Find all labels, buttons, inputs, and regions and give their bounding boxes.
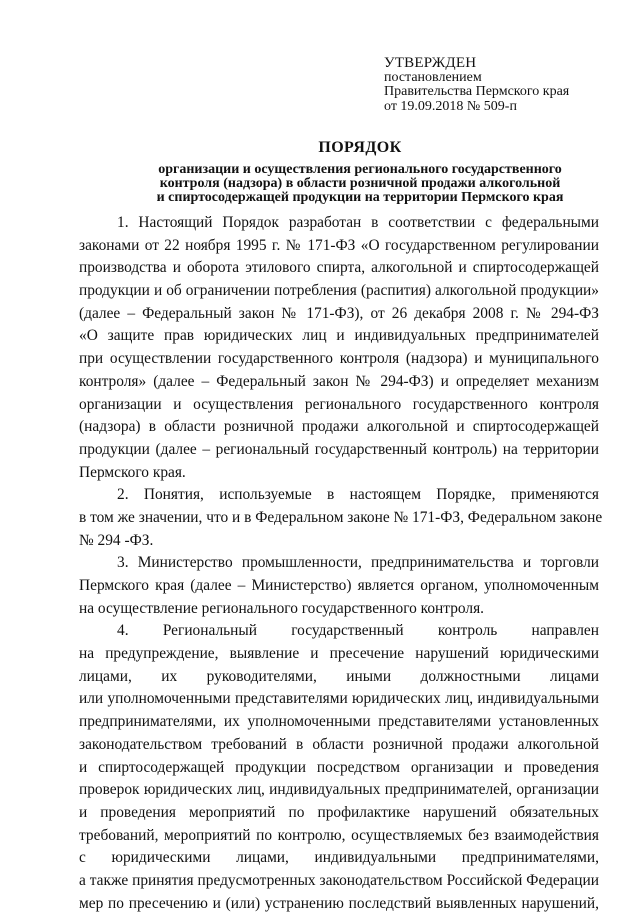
paragraph-line: (надзора) в области розничной продажи алкогольной и спиртосодержащей	[79, 418, 599, 436]
subtitle-line: организации и осуществления регионального государственного	[158, 162, 562, 177]
paragraph-line: и проведения мероприятий по профилактике нарушений обязательных	[79, 803, 599, 821]
paragraph-line: Пермского края.	[79, 463, 186, 481]
document-title: ПОРЯДОК	[318, 139, 402, 156]
paragraph-line: Пермского края (далее – Министерство) является органом, уполномоченным	[79, 577, 599, 594]
approval-stamp-block	[384, 56, 624, 114]
paragraph-line: 4. Региональный государственный контроль направлен	[117, 622, 599, 640]
approval-line-government: Правительства Пермского края	[384, 84, 570, 99]
paragraph-line: в том же значении, что и в Федеральном законе № 171-ФЗ, Федеральном законе	[79, 508, 603, 526]
paragraph-3	[79, 552, 599, 620]
paragraph-line: лицами, их руководителями, иными должностными лицами	[79, 667, 599, 685]
paragraph-line: (далее – Федеральный закон № 171-ФЗ), от 26 декабря 2008 г. № 294-ФЗ	[79, 304, 599, 322]
paragraph-line: с юридическими лицами, индивидуальными предпринимателями,	[79, 849, 599, 867]
approval-line-date-number: от 19.09.2018 № 509-п	[384, 98, 517, 114]
subtitle-line: и спиртосодержащей продукции на территории Пермского края	[156, 189, 564, 205]
paragraph-1	[79, 212, 599, 484]
paragraph-2	[79, 484, 603, 552]
paragraph-line: при осуществлении государственного контроля (надзора) и муниципального	[79, 350, 599, 368]
paragraph-line: «О защите прав юридических лиц и индивидуальных предпринимателей	[79, 327, 599, 345]
paragraph-line: а также принятия предусмотренных законодательством Российской Федерации	[79, 871, 599, 889]
paragraph-line: мер по пресечению и (или) устранению последствий выявленных нарушений,	[79, 894, 599, 912]
paragraph-line: на осуществление регионального государственного контроля.	[79, 599, 485, 617]
paragraph-line: требований, мероприятий по контролю, осуществляемых без взаимодействия	[79, 826, 599, 844]
paragraph-line: и спиртосодержащей продукции посредством организации и проведения	[79, 758, 599, 776]
paragraph-line: организации и осуществления регионального государственного контроля	[79, 395, 599, 413]
paragraph-line: 2. Понятия, используемые в настоящем Порядке, применяются	[117, 486, 599, 504]
paragraph-line: предпринимателями, их уполномоченными представителями установленных	[79, 713, 599, 731]
paragraph-line: контроля» (далее – Федеральный закон № 294-ФЗ) и определяет механизм	[79, 372, 599, 390]
subtitle-line: контроля (надзора) в области розничной продажи алкогольной	[159, 175, 561, 191]
paragraph-line: на предупреждение, выявление и пресечение нарушений юридическими	[79, 645, 599, 663]
paragraph-4	[79, 620, 599, 915]
paragraph-line: 3. Министерство промышленности, предпринимательства и торговли	[117, 554, 599, 572]
paragraph-line: № 294 -ФЗ.	[79, 531, 154, 549]
paragraph-line: законодательством требований в области розничной продажи алкогольной	[79, 735, 599, 753]
paragraph-line: законами от 22 ноября 1995 г. № 171-ФЗ «О государственном регулировании	[79, 236, 599, 254]
paragraph-line: проверок юридических лиц, индивидуальных предпринимателей, организации	[79, 781, 599, 799]
paragraph-line: продукции (далее – региональный государственный контроль) на территории	[79, 440, 599, 458]
paragraph-line: или уполномоченными представителями юридических лиц, индивидуальными	[79, 690, 599, 708]
approval-heading: УТВЕРЖДЕН	[384, 55, 477, 71]
paragraph-line: 1. Настоящий Порядок разработан в соответствии с федеральными	[117, 214, 599, 231]
paragraph-line: производства и оборота этилового спирта, алкогольной и спиртосодержащей	[79, 259, 599, 277]
approval-line-resolution: постановлением	[384, 69, 482, 85]
document-subtitle	[110, 163, 610, 204]
document-body	[79, 212, 603, 915]
paragraph-line: продукции и об ограничении потребления (распития) алкогольной продукции»	[79, 282, 599, 300]
document-title-block	[110, 138, 610, 204]
